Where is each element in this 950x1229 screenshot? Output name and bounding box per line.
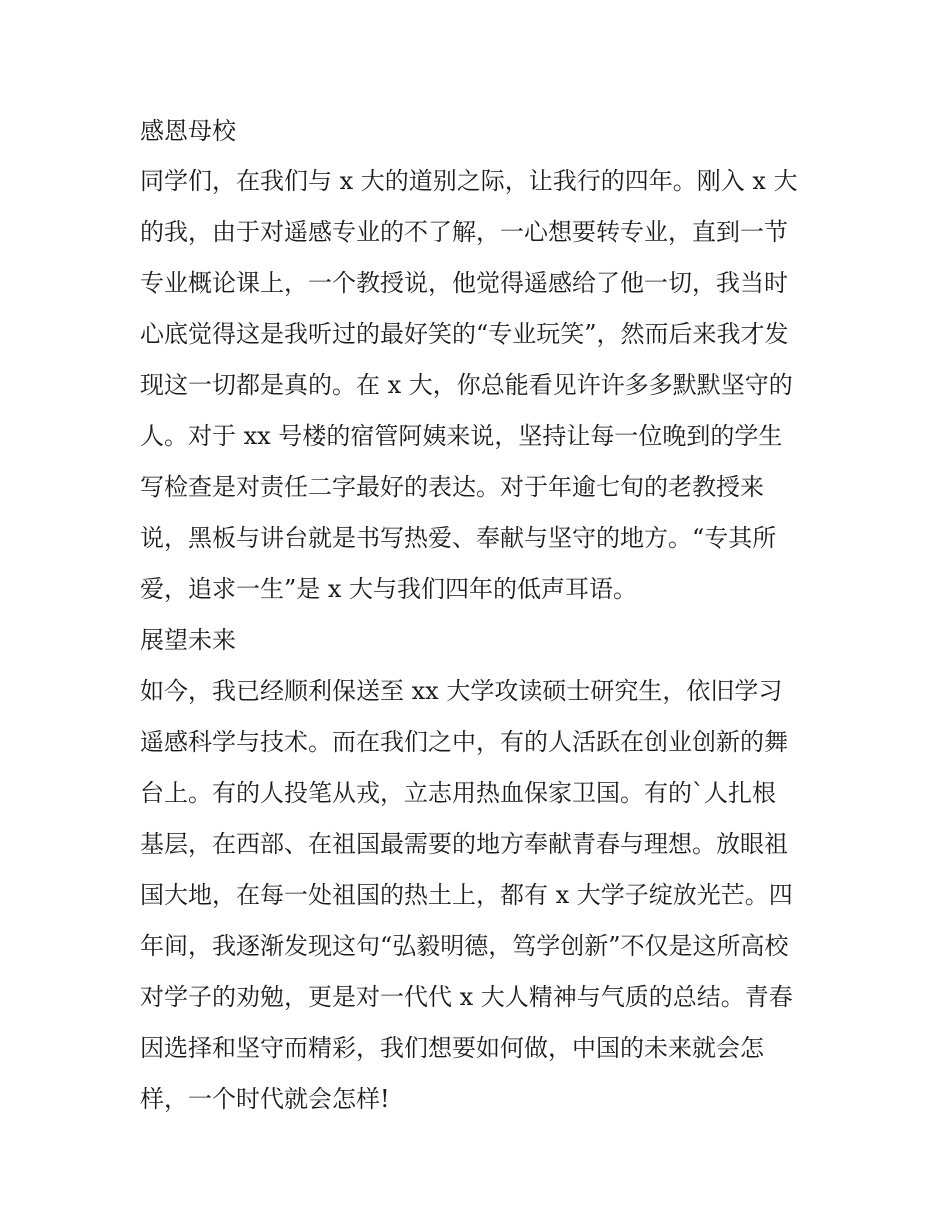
paragraph-line: 样，一个时代就会怎样! [140,1085,390,1113]
paragraph-line: 专业概论课上，一个教授说，他觉得遥感给了他一切，我当时 [140,269,788,297]
paragraph-line: 现这一切都是真的。在 x 大，你总能看见许许多多默默坚守的 [140,371,793,399]
paragraph-line: 爱，追求一生”是 x 大与我们四年的低声耳语。 [140,575,638,603]
paragraph-line: 国大地，在每一处祖国的热土上，都有 x 大学子绽放光芒。四 [140,881,793,909]
paragraph-line: 人。对于 xx 号楼的宿管阿姨来说，坚持让每一位晚到的学生 [140,422,783,450]
paragraph-line: 说，黑板与讲台就是书写热爱、奉献与坚守的地方。“专其所 [140,524,777,552]
document-body [140,106,812,1125]
paragraph-line: 如今，我已经顺利保送至 xx 大学攻读硕士研究生，依旧学习 [140,677,783,705]
paragraph-line: 对学子的劝勉，更是对一代代 x 大人精神与气质的总结。青春 [140,983,793,1011]
paragraph-line: 基层，在西部、在祖国最需要的地方奉献青春与理想。放眼祖 [140,830,788,858]
paragraph-line: 的我，由于对遥感专业的不了解，一心想要转专业，直到一节 [140,218,788,246]
paragraph-line: 年间，我逐渐发现这句“弘毅明德，笃学创新”不仅是这所高校 [140,932,789,960]
paragraph-line: 同学们，在我们与 x 大的道别之际，让我行的四年。刚入 x 大 [140,167,798,195]
section-heading-future: 展望未来 [140,626,236,654]
paragraph-line: 写检查是对责任二字最好的表达。对于年逾七旬的老教授来 [140,473,764,501]
paragraph-line: 台上。有的人投笔从戎，立志用热血保家卫国。有的`人扎根 [140,779,776,807]
paragraph-line: 心底觉得这是我听过的最好笑的“专业玩笑”，然而后来我才发 [140,320,789,348]
section-heading-gratitude: 感恩母校 [140,117,236,145]
paragraph-line: 遥感科学与技术。而在我们之中，有的人活跃在创业创新的舞 [140,728,788,756]
paragraph-line: 因选择和坚守而精彩，我们想要如何做，中国的未来就会怎 [140,1034,764,1062]
